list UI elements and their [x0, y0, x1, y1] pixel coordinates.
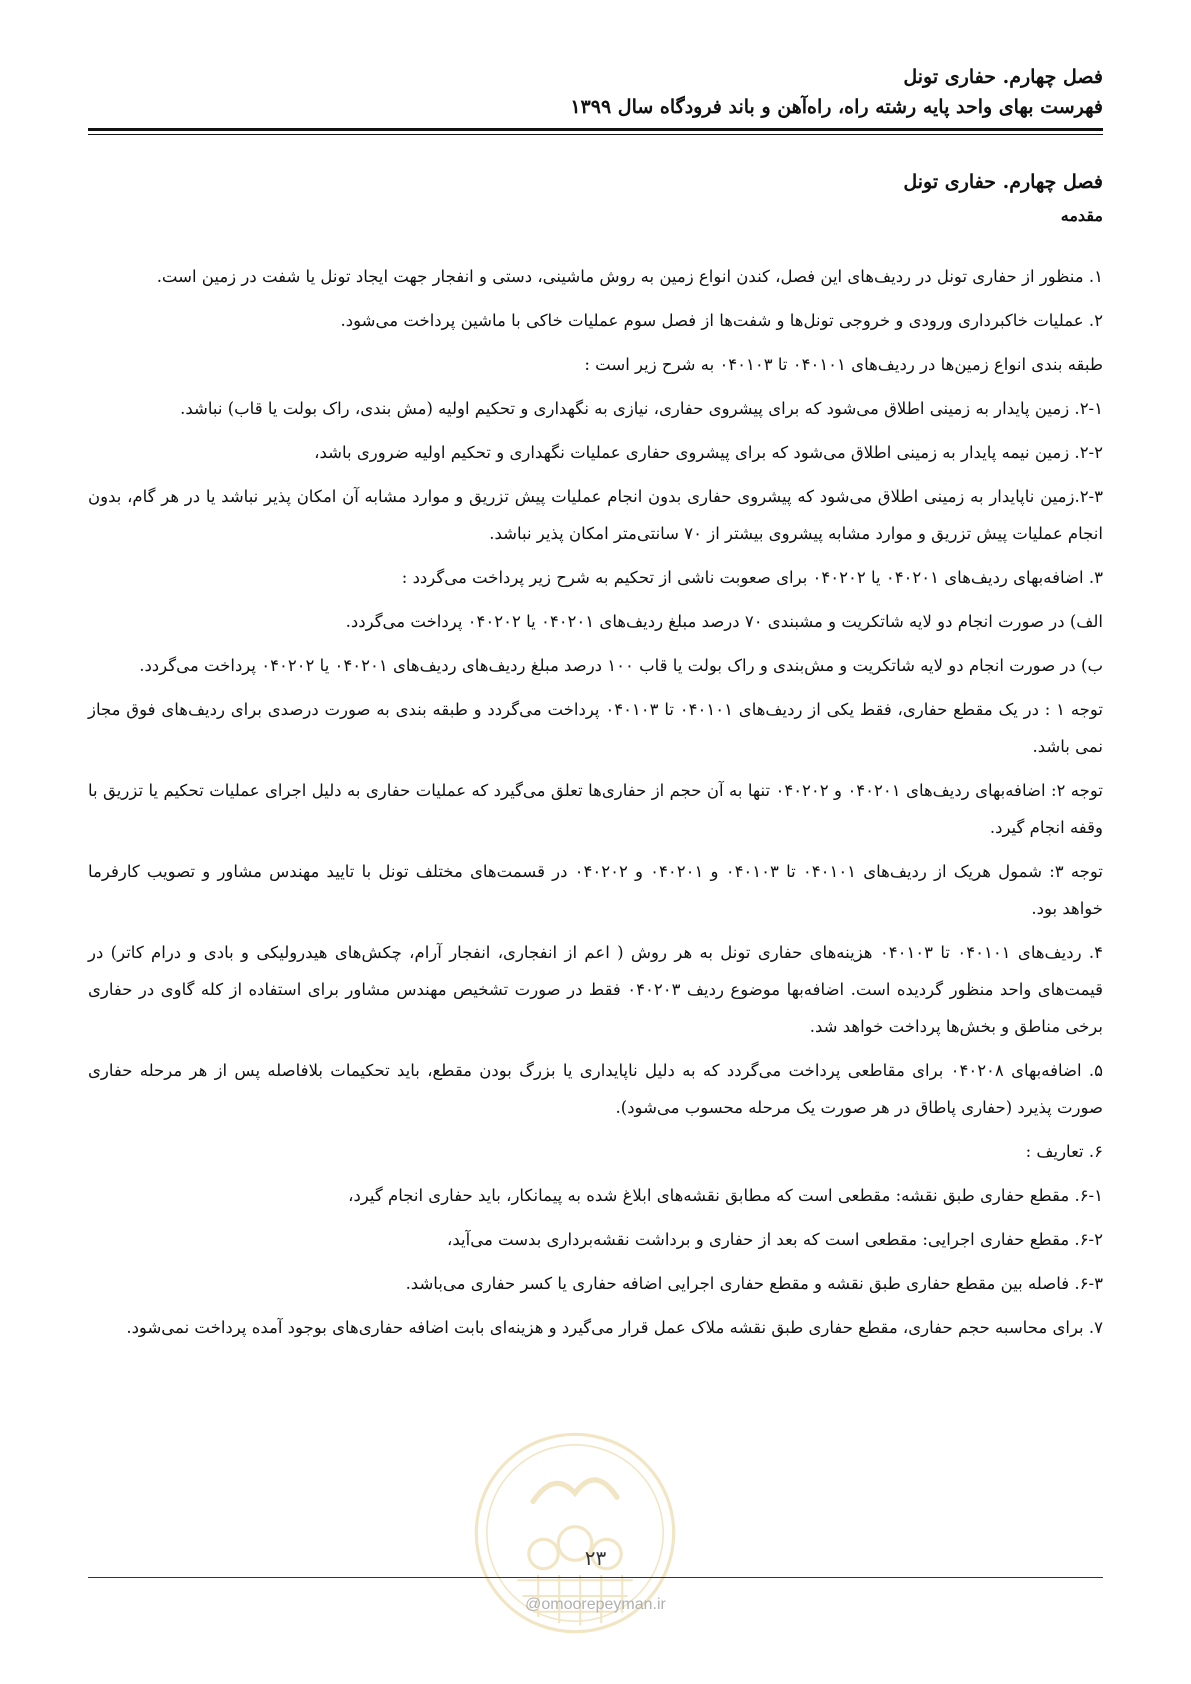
- page-header: [88, 62, 1103, 122]
- page-number: ۲۳: [584, 1546, 607, 1570]
- paragraph-18: ۶-۳. فاصله بین مقطع حفاری طبق نقشه و مقطع حفاری اجرایی اضافه حفاری یا کسر حفاری می‌باشد.: [405, 1274, 1103, 1293]
- paragraph-5: ۲-۲. زمین نیمه پایدار به زمینی اطلاق می‌شود که برای پیشروی حفاری عملیات نگهداری و تحکیم اولیه ضروری باشد،: [314, 443, 1103, 462]
- paragraph-14: ۵. اضافه‌بهای ۰۴۰۲۰۸ برای مقاطعی پرداخت می‌گردد که به دلیل ناپایداری یا بزرگ بودن مقطع، باید تحکیمات بلافاصله پس از هر مرحله حفاری صورت پذیرد (حفاری پاطاق در هر صورت یک مرحله محسوب می‌شود).: [88, 1061, 1103, 1117]
- paragraph-8: الف) در صورت انجام دو لایه شاتکریت و مشبندی ۷۰ درصد مبلغ ردیف‌های ۰۴۰۲۰۱ یا ۰۴۰۲۰۲ پرداخت می‌گردد.: [345, 612, 1103, 631]
- header-divider-thick: [88, 128, 1103, 131]
- header-divider-thin: [88, 134, 1103, 135]
- body-text: [88, 258, 1103, 1353]
- header-chapter-title: فصل چهارم. حفاری تونل: [903, 66, 1103, 88]
- paragraph-4: ۲-۱. زمین پایدار به زمینی اطلاق می‌شود که برای پیشروی حفاری، نیازی به نگهداری و تحکیم اولیه (مش بندی، راک بولت یا قاب) نباشد.: [180, 399, 1103, 418]
- section-subtitle: مقدمه: [1060, 206, 1103, 225]
- paragraph-6: ۲-۳.زمین ناپایدار به زمینی اطلاق می‌شود که پیشروی حفاری بدون انجام عملیات پیش تزریق و موارد مشابه آن امکان پذیر نباشد یا در هر گام، بدون انجام عملیات پیش تزریق و موارد مشابه پیشروی بیشتر از ۷۰ سانتی‌متر امکان پذیر نباشد.: [88, 487, 1103, 543]
- website-watermark: @omoorepeyman.ir: [525, 1596, 666, 1613]
- paragraph-7: ۳. اضافه‌بهای ردیف‌های ۰۴۰۲۰۱ یا ۰۴۰۲۰۲ برای صعوبت ناشی از تحکیم به شرح زیر پرداخت می‌گردد :: [401, 568, 1103, 587]
- paragraph-19: ۷. برای محاسبه حجم حفاری، مقطع حفاری طبق نقشه ملاک عمل قرار می‌گیرد و هزینه‌ای بابت اضافه حفاری‌های بوجود آمده پرداخت نمی‌شود.: [126, 1318, 1103, 1337]
- footer-divider: [88, 1577, 1103, 1578]
- paragraph-10: توجه ۱ : در یک مقطع حفاری، فقط یکی از ردیف‌های ۰۴۰۱۰۱ تا ۰۴۰۱۰۳ پرداخت می‌گردد و طبقه بندی به صورت درصدی برای ردیف‌های فوق مجاز نمی باشد.: [88, 700, 1103, 756]
- paragraph-9: ب) در صورت انجام دو لایه شاتکریت و مش‌بندی و راک بولت یا قاب ۱۰۰ درصد مبلغ ردیف‌های ردیف‌های ۰۴۰۲۰۱ یا ۰۴۰۲۰۲ پرداخت می‌گردد.: [139, 656, 1103, 675]
- header-document-title: فهرست بهای واحد پایه رشته راه، راه‌آهن و باند فرودگاه سال ۱۳۹۹: [570, 96, 1103, 118]
- paragraph-17: ۶-۲. مقطع حفاری اجرایی: مقطعی است که بعد از حفاری و برداشت نقشه‌برداری بدست می‌آید،: [447, 1230, 1103, 1249]
- paragraph-3: طبقه بندی انواع زمین‌ها در ردیف‌های ۰۴۰۱۰۱ تا ۰۴۰۱۰۳ به شرح زیر است :: [584, 355, 1103, 374]
- paragraph-13: ۴. ردیف‌های ۰۴۰۱۰۱ تا ۰۴۰۱۰۳ هزینه‌های حفاری تونل به هر روش ( اعم از انفجاری، انفجار آرام، چکش‌های هیدرولیکی و بادی و درام کاتر) در قیمت‌های واحد منظور گردیده است. اضافه‌بها موضوع ردیف ۰۴۰۲۰۳ فقط در صورت تشخیص مهندس مشاور برای استفاده از کله گاوی در حفاری برخی مناطق و بخش‌ها پرداخت خواهد شد.: [88, 943, 1104, 1036]
- paragraph-15: ۶. تعاریف :: [1025, 1142, 1103, 1161]
- section-title: فصل چهارم. حفاری تونل: [903, 171, 1103, 193]
- paragraph-1: ۱. منظور از حفاری تونل در ردیف‌های این فصل، کندن انواع زمین به روش ماشینی، دستی و انفجار جهت ایجاد تونل یا شفت در زمین است.: [156, 267, 1103, 286]
- paragraph-12: توجه ۳: شمول هریک از ردیف‌های ۰۴۰۱۰۱ تا ۰۴۰۱۰۳ و ۰۴۰۲۰۱ و ۰۴۰۲۰۲ در قسمت‌های مختلف تونل با تایید مهندس مشاور و تصویب کارفرما خواهد بود.: [88, 862, 1103, 918]
- paragraph-2: ۲. عملیات خاکبرداری ورودی و خروجی تونل‌ها و شفت‌ها از فصل سوم عملیات خاکی با ماشین پرداخت می‌شود.: [340, 311, 1103, 330]
- paragraph-11: توجه ۲: اضافه‌بهای ردیف‌های ۰۴۰۲۰۱ و ۰۴۰۲۰۲ تنها به آن حجم از حفاری‌ها تعلق می‌گیرد که عملیات حفاری به دلیل اجرای عملیات تحکیم یا تزریق با وقفه انجام گیرد.: [88, 781, 1103, 837]
- paragraph-16: ۶-۱. مقطع حفاری طبق نقشه: مقطعی است که مطابق نقشه‌های ابلاغ شده به پیمانکار، باید حفاری انجام گیرد،: [348, 1186, 1103, 1205]
